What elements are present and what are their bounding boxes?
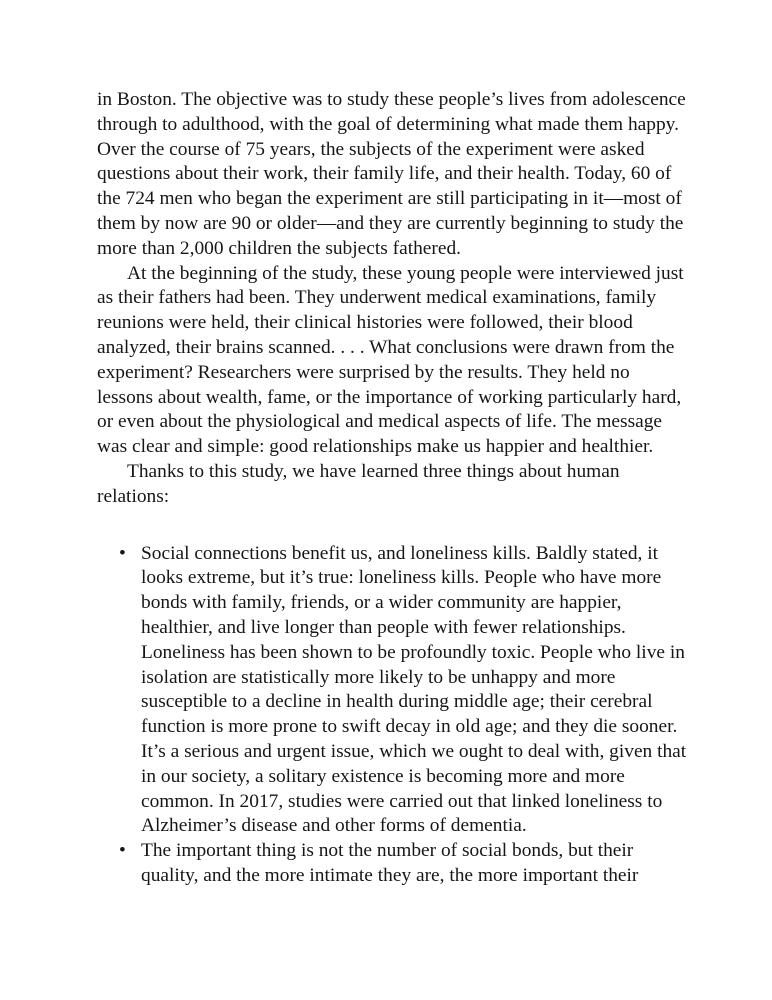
list-item xyxy=(119,839,687,889)
list-item xyxy=(119,542,687,840)
bullet-list xyxy=(97,542,687,889)
bullet-icon: • xyxy=(119,542,126,564)
book-page xyxy=(97,88,687,889)
paragraph-study-findings: At the beginning of the study, these young people were interviewed just as their fathers had been. They underwent medical examinations, family reunions were held, their clinical histories were followed, their blood analyzed, their brains scanned. . . . What conclusions were drawn from the experiment? Researchers were surprised by the results. They held no lessons about wealth, fame, or the importance of working particularly hard, or even about the physiological and medical aspects of life. The message was clear and simple: good relationships make us happier and healthier. xyxy=(97,262,684,458)
paragraph-boston-study: in Boston. The objective was to study these people’s lives from adolescence through to adulthood, with the goal of determining what made them happy. Over the course of 75 years, the subjects of the experiment were asked questions about their work, their family life, and their health. Today, 60 of the 724 men who began the experiment are still participating in it—most of them by now are 90 or older—and they are currently beginning to study the more than 2,000 children the subjects fathered. xyxy=(97,89,686,259)
bullet-icon: • xyxy=(119,840,126,862)
paragraph-three-things: Thanks to this study, we have learned three things about human relations: xyxy=(97,460,620,507)
bullet-text: The important thing is not the number of social bonds, but their quality, and the more intimate they are, the more important their xyxy=(141,840,639,886)
bullet-text: Social connections benefit us, and loneliness kills. Baldly stated, it looks extreme, but it’s true: loneliness kills. People who have more bonds with family, friends, or a wider community are happier, healthier, and live longer than people with fewer relationships. Loneliness has been shown to be profoundly toxic. People who live in isolation are statistically more likely to be unhappy and more susceptible to a decline in health during middle age; their cerebral function is more prone to swift decay in old age; and they die sooner. It’s a serious and urgent issue, which we ought to deal with, given that in our society, a solitary existence is becoming more and more common. In 2017, studies were carried out that linked loneliness to Alzheimer’s disease and other forms of dementia. xyxy=(141,542,687,837)
